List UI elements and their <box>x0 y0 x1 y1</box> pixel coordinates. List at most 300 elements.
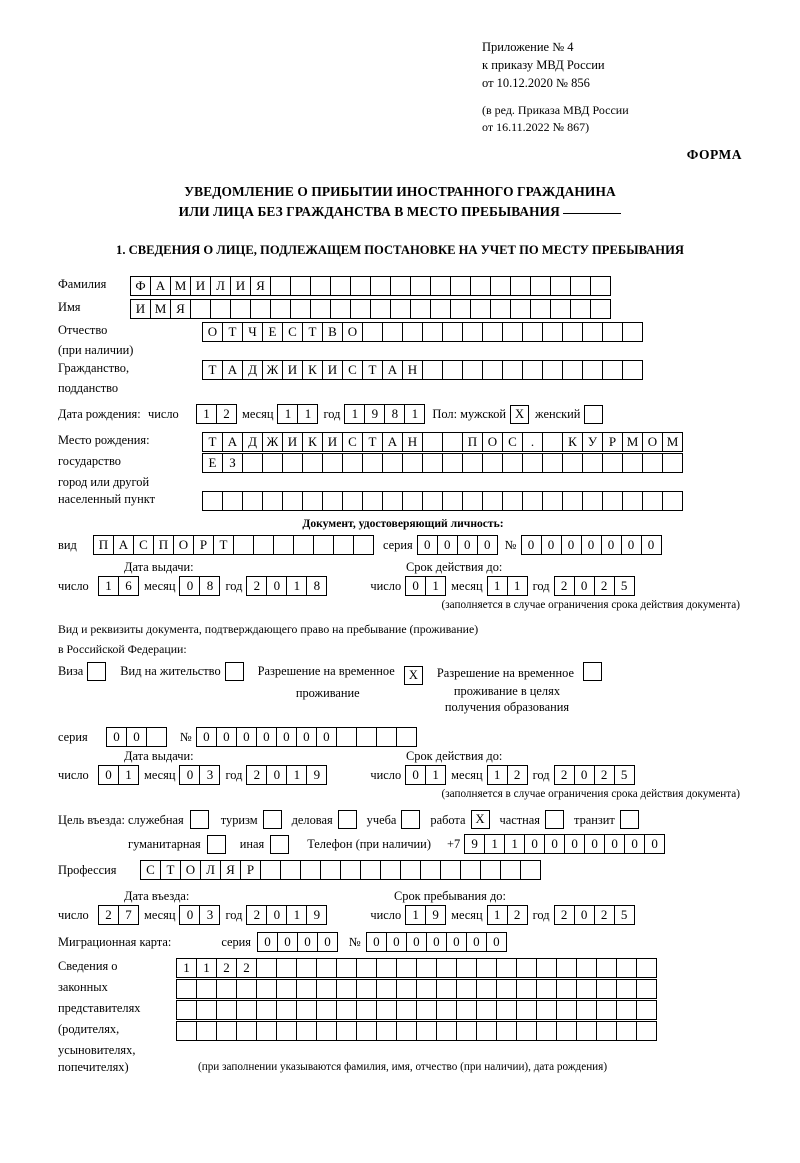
char-cell[interactable] <box>562 491 583 511</box>
char-cell[interactable]: 0 <box>561 535 582 555</box>
char-cell[interactable]: 0 <box>366 932 387 952</box>
char-cell[interactable]: 2 <box>554 576 575 596</box>
char-cell[interactable]: О <box>180 860 201 880</box>
char-cell[interactable]: Л <box>210 276 231 296</box>
char-cell[interactable] <box>576 958 597 978</box>
char-cell[interactable] <box>376 727 397 747</box>
char-cell[interactable] <box>356 979 377 999</box>
char-cell[interactable] <box>622 322 643 342</box>
char-cell[interactable] <box>420 860 441 880</box>
char-cell[interactable]: 1 <box>404 404 425 424</box>
char-cell[interactable] <box>250 299 271 319</box>
char-cell[interactable]: 2 <box>594 765 615 785</box>
char-cell[interactable]: И <box>230 276 251 296</box>
char-cell[interactable] <box>390 299 411 319</box>
char-cell[interactable] <box>602 453 623 473</box>
char-cell[interactable] <box>370 276 391 296</box>
char-cell[interactable] <box>280 860 301 880</box>
char-cell[interactable]: Д <box>242 360 263 380</box>
purpose-other-checkbox[interactable] <box>270 835 289 854</box>
char-cell[interactable]: Я <box>220 860 241 880</box>
char-cell[interactable]: Е <box>262 322 283 342</box>
char-cell[interactable]: 0 <box>564 834 585 854</box>
char-cell[interactable] <box>636 1000 657 1020</box>
char-cell[interactable]: С <box>502 432 523 452</box>
char-cell[interactable] <box>146 727 167 747</box>
char-cell[interactable] <box>536 958 557 978</box>
char-cell[interactable] <box>293 535 314 555</box>
char-cell[interactable] <box>256 979 277 999</box>
char-cell[interactable] <box>196 1000 217 1020</box>
char-cell[interactable] <box>400 860 421 880</box>
char-cell[interactable] <box>436 979 457 999</box>
char-cell[interactable] <box>436 958 457 978</box>
char-cell[interactable]: М <box>662 432 683 452</box>
char-cell[interactable]: К <box>302 432 323 452</box>
char-cell[interactable] <box>642 453 663 473</box>
char-cell[interactable] <box>416 1021 437 1041</box>
char-cell[interactable] <box>436 1021 457 1041</box>
char-cell[interactable] <box>462 322 483 342</box>
char-cell[interactable] <box>456 1021 477 1041</box>
char-cell[interactable]: 0 <box>641 535 662 555</box>
char-cell[interactable]: 2 <box>246 905 267 925</box>
char-cell[interactable] <box>176 1000 197 1020</box>
char-cell[interactable]: Т <box>222 322 243 342</box>
char-cell[interactable] <box>482 453 503 473</box>
char-cell[interactable] <box>602 322 623 342</box>
char-cell[interactable] <box>313 535 334 555</box>
char-cell[interactable] <box>556 1000 577 1020</box>
char-cell[interactable]: 0 <box>574 765 595 785</box>
char-cell[interactable] <box>342 453 363 473</box>
char-cell[interactable] <box>516 1021 537 1041</box>
entry-year-input[interactable] <box>246 905 326 925</box>
char-cell[interactable] <box>273 535 294 555</box>
char-cell[interactable] <box>582 453 603 473</box>
char-cell[interactable]: 9 <box>306 905 327 925</box>
char-cell[interactable] <box>442 360 463 380</box>
char-cell[interactable] <box>380 860 401 880</box>
char-cell[interactable] <box>382 491 403 511</box>
char-cell[interactable] <box>622 360 643 380</box>
char-cell[interactable] <box>556 1021 577 1041</box>
doc-issue-month-input[interactable] <box>179 576 219 596</box>
char-cell[interactable]: 0 <box>216 727 237 747</box>
legal-rep-input-row2[interactable] <box>176 979 656 999</box>
char-cell[interactable] <box>490 276 511 296</box>
char-cell[interactable] <box>416 979 437 999</box>
doc-issue-year-input[interactable] <box>246 576 326 596</box>
char-cell[interactable] <box>662 491 683 511</box>
birth-year-input[interactable] <box>344 404 424 424</box>
char-cell[interactable] <box>350 276 371 296</box>
char-cell[interactable]: Е <box>202 453 223 473</box>
char-cell[interactable] <box>276 958 297 978</box>
char-cell[interactable]: 0 <box>426 932 447 952</box>
char-cell[interactable] <box>336 1021 357 1041</box>
char-cell[interactable]: 0 <box>297 932 318 952</box>
char-cell[interactable] <box>436 1000 457 1020</box>
char-cell[interactable] <box>616 1000 637 1020</box>
char-cell[interactable] <box>296 958 317 978</box>
permit-valid-month-input[interactable] <box>487 765 527 785</box>
char-cell[interactable]: 0 <box>624 834 645 854</box>
char-cell[interactable]: И <box>282 432 303 452</box>
char-cell[interactable] <box>622 491 643 511</box>
char-cell[interactable] <box>430 299 451 319</box>
doc-number-input[interactable] <box>521 535 661 555</box>
char-cell[interactable] <box>390 276 411 296</box>
char-cell[interactable] <box>216 979 237 999</box>
char-cell[interactable] <box>302 491 323 511</box>
birthplace-input-row3[interactable] <box>202 491 682 511</box>
char-cell[interactable] <box>440 860 461 880</box>
permit-issue-month-input[interactable] <box>179 765 219 785</box>
char-cell[interactable]: 3 <box>199 905 220 925</box>
char-cell[interactable] <box>410 299 431 319</box>
char-cell[interactable] <box>322 453 343 473</box>
char-cell[interactable] <box>256 958 277 978</box>
char-cell[interactable] <box>316 1000 337 1020</box>
char-cell[interactable]: И <box>322 360 343 380</box>
char-cell[interactable] <box>442 322 463 342</box>
char-cell[interactable] <box>210 299 231 319</box>
char-cell[interactable] <box>336 958 357 978</box>
char-cell[interactable]: О <box>482 432 503 452</box>
char-cell[interactable]: 0 <box>457 535 478 555</box>
char-cell[interactable] <box>502 360 523 380</box>
char-cell[interactable]: 0 <box>521 535 542 555</box>
char-cell[interactable]: 5 <box>614 576 635 596</box>
char-cell[interactable] <box>470 276 491 296</box>
char-cell[interactable] <box>522 322 543 342</box>
char-cell[interactable] <box>330 299 351 319</box>
char-cell[interactable]: 0 <box>417 535 438 555</box>
char-cell[interactable] <box>590 299 611 319</box>
char-cell[interactable]: 1 <box>176 958 197 978</box>
char-cell[interactable]: 9 <box>364 404 385 424</box>
char-cell[interactable]: 1 <box>487 576 508 596</box>
char-cell[interactable] <box>476 979 497 999</box>
char-cell[interactable] <box>342 491 363 511</box>
stay-day-input[interactable] <box>405 905 445 925</box>
char-cell[interactable]: 1 <box>286 576 307 596</box>
char-cell[interactable] <box>282 453 303 473</box>
char-cell[interactable]: 0 <box>266 765 287 785</box>
visa-checkbox[interactable] <box>87 662 106 681</box>
char-cell[interactable] <box>510 299 531 319</box>
char-cell[interactable]: П <box>153 535 174 555</box>
char-cell[interactable] <box>450 276 471 296</box>
char-cell[interactable]: 8 <box>199 576 220 596</box>
char-cell[interactable] <box>340 860 361 880</box>
char-cell[interactable]: 1 <box>504 834 525 854</box>
char-cell[interactable]: 1 <box>425 765 446 785</box>
char-cell[interactable]: 1 <box>507 576 528 596</box>
char-cell[interactable] <box>642 491 663 511</box>
char-cell[interactable] <box>216 1021 237 1041</box>
char-cell[interactable] <box>262 491 283 511</box>
char-cell[interactable]: 0 <box>405 576 426 596</box>
migration-series-input[interactable] <box>257 932 337 952</box>
char-cell[interactable] <box>496 1000 517 1020</box>
char-cell[interactable]: 0 <box>386 932 407 952</box>
char-cell[interactable] <box>410 276 431 296</box>
char-cell[interactable] <box>333 535 354 555</box>
char-cell[interactable]: Я <box>250 276 271 296</box>
char-cell[interactable] <box>296 1021 317 1041</box>
char-cell[interactable]: 2 <box>554 905 575 925</box>
char-cell[interactable]: Т <box>202 360 223 380</box>
char-cell[interactable]: М <box>150 299 171 319</box>
char-cell[interactable] <box>396 727 417 747</box>
char-cell[interactable] <box>422 432 443 452</box>
char-cell[interactable]: 1 <box>286 765 307 785</box>
char-cell[interactable] <box>576 979 597 999</box>
char-cell[interactable] <box>290 276 311 296</box>
char-cell[interactable] <box>522 360 543 380</box>
char-cell[interactable] <box>550 299 571 319</box>
char-cell[interactable] <box>330 276 351 296</box>
char-cell[interactable]: 2 <box>246 576 267 596</box>
char-cell[interactable] <box>516 958 537 978</box>
char-cell[interactable] <box>336 727 357 747</box>
char-cell[interactable]: 0 <box>486 932 507 952</box>
char-cell[interactable] <box>176 1021 197 1041</box>
char-cell[interactable]: 2 <box>507 905 528 925</box>
char-cell[interactable] <box>500 860 521 880</box>
char-cell[interactable] <box>530 276 551 296</box>
char-cell[interactable] <box>276 979 297 999</box>
char-cell[interactable] <box>450 299 471 319</box>
char-cell[interactable] <box>356 1000 377 1020</box>
char-cell[interactable] <box>562 453 583 473</box>
char-cell[interactable] <box>462 491 483 511</box>
char-cell[interactable]: С <box>140 860 161 880</box>
citizenship-input[interactable] <box>202 360 642 380</box>
char-cell[interactable]: 0 <box>266 905 287 925</box>
char-cell[interactable] <box>616 1021 637 1041</box>
char-cell[interactable]: П <box>93 535 114 555</box>
char-cell[interactable] <box>480 860 501 880</box>
char-cell[interactable] <box>422 322 443 342</box>
char-cell[interactable]: 1 <box>405 905 426 925</box>
char-cell[interactable]: З <box>222 453 243 473</box>
char-cell[interactable] <box>496 958 517 978</box>
char-cell[interactable]: Р <box>240 860 261 880</box>
char-cell[interactable]: 5 <box>614 905 635 925</box>
char-cell[interactable] <box>290 299 311 319</box>
char-cell[interactable] <box>442 491 463 511</box>
char-cell[interactable]: 0 <box>126 727 147 747</box>
char-cell[interactable]: Т <box>160 860 181 880</box>
char-cell[interactable] <box>562 322 583 342</box>
char-cell[interactable] <box>276 1021 297 1041</box>
sex-male-checkbox[interactable]: Х <box>510 405 529 424</box>
char-cell[interactable]: У <box>582 432 603 452</box>
char-cell[interactable]: 2 <box>98 905 119 925</box>
char-cell[interactable]: Т <box>362 360 383 380</box>
char-cell[interactable]: 0 <box>477 535 498 555</box>
char-cell[interactable] <box>536 1021 557 1041</box>
char-cell[interactable] <box>456 958 477 978</box>
char-cell[interactable] <box>336 1000 357 1020</box>
char-cell[interactable] <box>222 491 243 511</box>
char-cell[interactable] <box>242 491 263 511</box>
char-cell[interactable] <box>590 276 611 296</box>
char-cell[interactable]: 0 <box>405 765 426 785</box>
char-cell[interactable]: С <box>133 535 154 555</box>
birth-day-input[interactable] <box>196 404 236 424</box>
char-cell[interactable]: 1 <box>425 576 446 596</box>
char-cell[interactable]: 9 <box>425 905 446 925</box>
char-cell[interactable] <box>522 453 543 473</box>
char-cell[interactable] <box>482 360 503 380</box>
purpose-service-checkbox[interactable] <box>190 810 209 829</box>
char-cell[interactable]: 0 <box>179 576 200 596</box>
birthplace-input-row2[interactable] <box>202 453 682 473</box>
char-cell[interactable] <box>396 958 417 978</box>
char-cell[interactable] <box>616 958 637 978</box>
char-cell[interactable]: 0 <box>179 905 200 925</box>
char-cell[interactable] <box>356 958 377 978</box>
char-cell[interactable] <box>562 360 583 380</box>
char-cell[interactable]: 0 <box>196 727 217 747</box>
purpose-work-checkbox[interactable]: Х <box>471 810 490 829</box>
entry-month-input[interactable] <box>179 905 219 925</box>
char-cell[interactable] <box>396 1000 417 1020</box>
char-cell[interactable] <box>476 1000 497 1020</box>
purpose-study-checkbox[interactable] <box>401 810 420 829</box>
char-cell[interactable]: 2 <box>507 765 528 785</box>
char-cell[interactable] <box>270 299 291 319</box>
char-cell[interactable]: О <box>173 535 194 555</box>
char-cell[interactable] <box>636 979 657 999</box>
char-cell[interactable] <box>236 1021 257 1041</box>
char-cell[interactable] <box>542 322 563 342</box>
char-cell[interactable]: 8 <box>384 404 405 424</box>
char-cell[interactable]: И <box>282 360 303 380</box>
char-cell[interactable]: 2 <box>554 765 575 785</box>
char-cell[interactable] <box>276 1000 297 1020</box>
char-cell[interactable] <box>253 535 274 555</box>
char-cell[interactable] <box>376 979 397 999</box>
char-cell[interactable]: 0 <box>581 535 602 555</box>
char-cell[interactable] <box>196 979 217 999</box>
char-cell[interactable] <box>602 491 623 511</box>
char-cell[interactable] <box>542 360 563 380</box>
char-cell[interactable]: Д <box>242 432 263 452</box>
char-cell[interactable]: 0 <box>604 834 625 854</box>
char-cell[interactable] <box>360 860 381 880</box>
char-cell[interactable]: 1 <box>98 576 119 596</box>
char-cell[interactable] <box>516 1000 537 1020</box>
char-cell[interactable] <box>310 276 331 296</box>
char-cell[interactable]: 0 <box>98 765 119 785</box>
char-cell[interactable] <box>362 322 383 342</box>
char-cell[interactable] <box>262 453 283 473</box>
char-cell[interactable] <box>662 453 683 473</box>
char-cell[interactable] <box>456 979 477 999</box>
char-cell[interactable] <box>542 432 563 452</box>
char-cell[interactable] <box>320 860 341 880</box>
char-cell[interactable] <box>396 979 417 999</box>
char-cell[interactable]: 1 <box>196 404 217 424</box>
char-cell[interactable] <box>362 453 383 473</box>
char-cell[interactable]: 5 <box>614 765 635 785</box>
permit-series-input[interactable] <box>106 727 166 747</box>
char-cell[interactable]: Т <box>202 432 223 452</box>
residence-permit-checkbox[interactable] <box>225 662 244 681</box>
char-cell[interactable]: 1 <box>286 905 307 925</box>
char-cell[interactable]: 1 <box>487 765 508 785</box>
legal-rep-input-row4[interactable] <box>176 1021 656 1041</box>
char-cell[interactable] <box>402 491 423 511</box>
char-cell[interactable]: 0 <box>644 834 665 854</box>
stay-month-input[interactable] <box>487 905 527 925</box>
char-cell[interactable]: 0 <box>256 727 277 747</box>
char-cell[interactable] <box>582 491 603 511</box>
char-cell[interactable]: 3 <box>199 765 220 785</box>
char-cell[interactable]: 0 <box>584 834 605 854</box>
char-cell[interactable] <box>382 322 403 342</box>
char-cell[interactable] <box>356 1021 377 1041</box>
char-cell[interactable]: Т <box>302 322 323 342</box>
char-cell[interactable]: 1 <box>118 765 139 785</box>
char-cell[interactable] <box>462 453 483 473</box>
sex-female-checkbox[interactable] <box>584 405 603 424</box>
surname-input[interactable] <box>130 276 610 296</box>
purpose-tourism-checkbox[interactable] <box>263 810 282 829</box>
char-cell[interactable]: Т <box>362 432 383 452</box>
birth-month-input[interactable] <box>277 404 317 424</box>
char-cell[interactable] <box>522 491 543 511</box>
char-cell[interactable] <box>456 1000 477 1020</box>
char-cell[interactable]: 0 <box>524 834 545 854</box>
char-cell[interactable]: К <box>302 360 323 380</box>
char-cell[interactable] <box>353 535 374 555</box>
char-cell[interactable] <box>396 1021 417 1041</box>
doc-series-input[interactable] <box>417 535 497 555</box>
permit-issue-day-input[interactable] <box>98 765 138 785</box>
char-cell[interactable] <box>542 453 563 473</box>
char-cell[interactable]: Н <box>402 432 423 452</box>
legal-rep-input-row1[interactable] <box>176 958 656 978</box>
char-cell[interactable]: 0 <box>317 932 338 952</box>
char-cell[interactable] <box>622 453 643 473</box>
char-cell[interactable] <box>256 1021 277 1041</box>
char-cell[interactable] <box>510 276 531 296</box>
char-cell[interactable]: 0 <box>446 932 467 952</box>
char-cell[interactable] <box>376 1000 397 1020</box>
char-cell[interactable] <box>556 958 577 978</box>
char-cell[interactable]: 2 <box>236 958 257 978</box>
char-cell[interactable] <box>196 1021 217 1041</box>
char-cell[interactable]: Р <box>602 432 623 452</box>
char-cell[interactable] <box>236 1000 257 1020</box>
char-cell[interactable]: Н <box>402 360 423 380</box>
char-cell[interactable] <box>550 276 571 296</box>
char-cell[interactable] <box>233 535 254 555</box>
char-cell[interactable]: 0 <box>266 576 287 596</box>
char-cell[interactable]: 0 <box>601 535 622 555</box>
char-cell[interactable] <box>376 958 397 978</box>
char-cell[interactable] <box>602 360 623 380</box>
char-cell[interactable] <box>496 1021 517 1041</box>
char-cell[interactable] <box>296 1000 317 1020</box>
char-cell[interactable] <box>402 453 423 473</box>
